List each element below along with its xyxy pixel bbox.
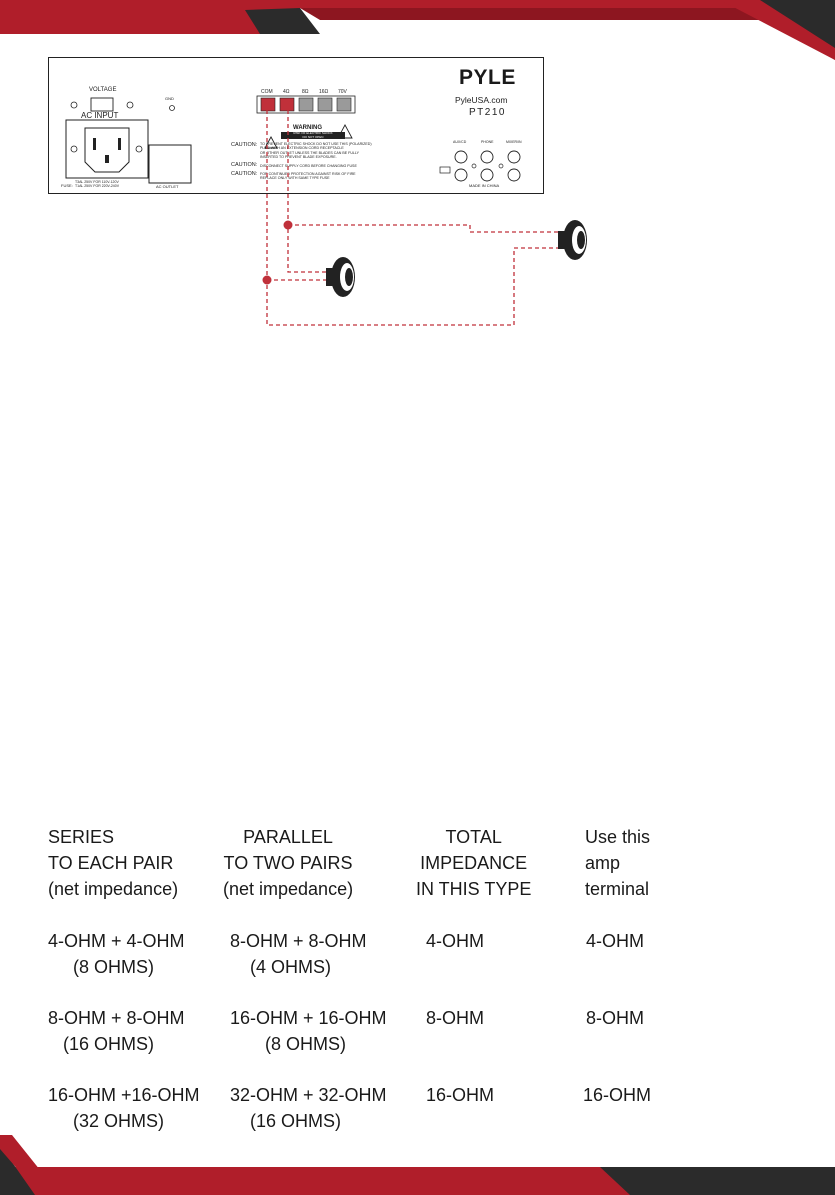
row-1-series: 4-OHM + 4-OHM (8 OHMS) [48,931,185,977]
header-parallel: PARALLEL TO TWO PAIRS (net impedance) [223,827,354,899]
jack-label: AUX/CD [453,140,467,144]
voltage-label: VOLTAGE [89,87,117,93]
terminal-label: 4Ω [283,89,290,95]
bottom-dark-band [600,1167,835,1195]
row-2-parallel: 16-OHM + 16-OHM (8 OHMS) [230,1008,387,1054]
row-1-terminal: 4-OHM [586,931,644,951]
warning-title: WARNING [293,125,322,131]
fuse-label: FUSE: [61,183,73,188]
positive-wire [288,110,326,272]
terminal-label: 16Ω [319,89,329,95]
fuse-spec: T3AL 250V FOR 110V-120V T1AL 250V FOR 220V-240V [75,180,120,188]
caution-text: DISCONNECT SUPPLY CORD BEFORE CHANGING FUSE [260,164,357,168]
terminal-label: COM [261,89,273,95]
row-3-total: 16-OHM [426,1085,495,1105]
ac-input-label: AC INPUT [81,111,119,120]
row-3-series: 16-OHM +16-OHM (32 OHMS) [48,1085,200,1131]
row-1-parallel: 8-OHM + 8-OHM (4 OHMS) [230,931,367,977]
bottom-banner [0,1135,835,1195]
caution-text: TO PREVENT ELECTRIC SHOCK DO NOT USE THIS (POLARIZED) PLUG WITH AN EXTENSION CORD RECEPTACLE OR OTHER OUTLET UNLESS THE BLADES CAN BE FULLY INSERTED TO PREVENT BLADE EXPOSURE. [260,142,372,160]
row-3-parallel: 32-OHM + 32-OHM (16 OHMS) [230,1085,387,1131]
row-3-terminal: 16-OHM [583,1085,652,1105]
header-series: SERIES TO EACH PAIR (net impedance) [48,827,179,899]
header-total-impedance: TOTAL IMPEDANCE IN THIS TYPE [416,827,532,899]
speaker-icon [326,257,355,297]
row-1-total: 4-OHM [426,931,484,951]
row-2-terminal: 8-OHM [586,1008,644,1028]
terminal-label: 70V [338,89,347,95]
model-number: PT210 [469,107,506,118]
caution-label: CAUTION: [231,142,258,148]
brand-url: PyleUSA.com [455,95,508,105]
row-2-series: 8-OHM + 8-OHM (16 OHMS) [48,1008,185,1054]
speaker-icon [558,220,587,260]
ac-outlet-label: AC OUTLET [156,184,179,189]
terminal-label: 8Ω [302,89,309,95]
caution-label: CAUTION: [231,162,258,168]
caution-text: FOR CONTINUED PROTECTION AGAINST RISK OF FIRE REPLACE ONLY WITH SAME TYPE FUSE [260,172,356,181]
warning-subtitle: RISK OF ELECTRIC SHOCK DO NOT OPEN [281,132,345,139]
com-wire [267,110,558,325]
jack-label: PHONE [481,140,494,144]
junction-dot [284,221,293,230]
header-amp-terminal: Use this amp terminal [585,827,651,899]
made-in-label: MADE IN CHINA [469,183,500,188]
gnd-label: GND [165,96,174,101]
wiring-diagram [0,0,835,400]
row-2-total: 8-OHM [426,1008,484,1028]
caution-label: CAUTION: [231,171,258,177]
jack-label: MIXER/IN [506,140,522,144]
positive-wire-branch [288,225,558,232]
junction-dot [263,276,272,285]
brand-logo: PYLE [459,66,516,89]
